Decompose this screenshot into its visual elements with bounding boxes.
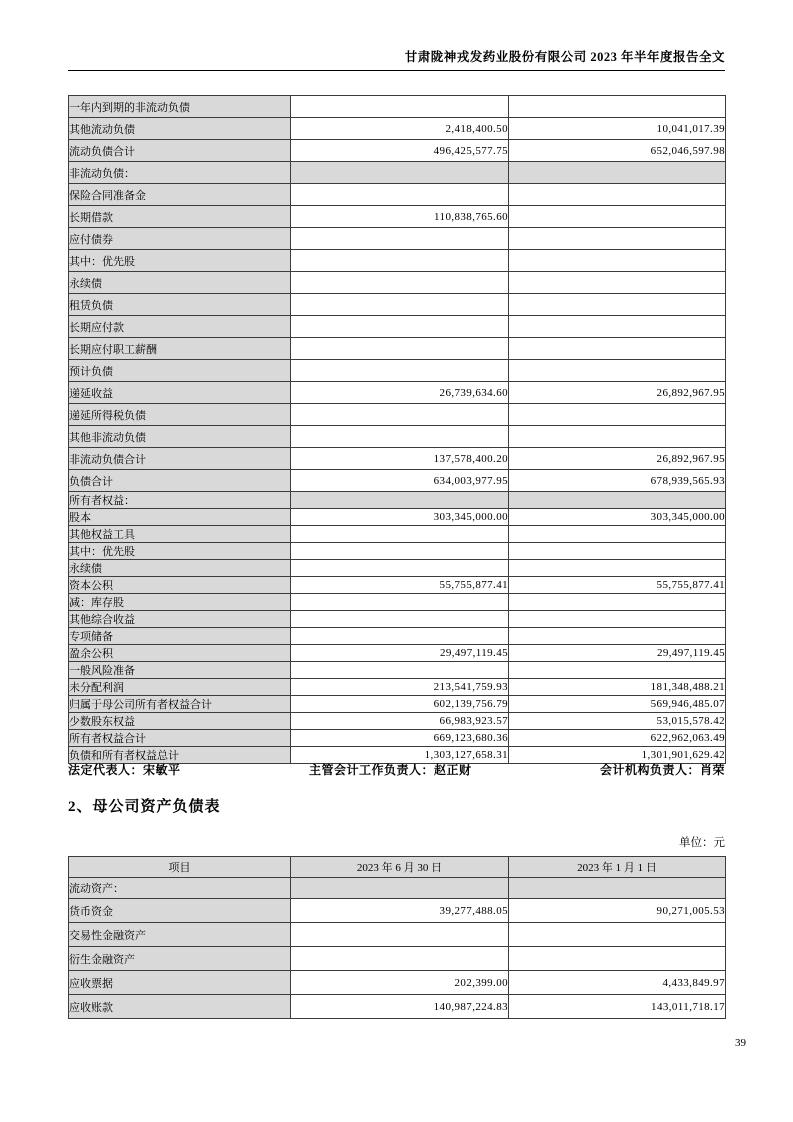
value-prior-period — [509, 923, 726, 947]
value-prior-period — [509, 543, 726, 560]
value-prior-period: 678,939,565.93 — [509, 470, 726, 492]
value-current-period: 137,578,400.20 — [291, 448, 509, 470]
row-label: 所有者权益合计 — [69, 730, 291, 747]
value-current-period — [291, 594, 509, 611]
row-label: 递延收益 — [69, 382, 291, 404]
table-row — [69, 577, 726, 594]
row-label: 应收票据 — [69, 971, 291, 995]
row-label: 股本 — [69, 509, 291, 526]
value-prior-period — [509, 162, 726, 184]
row-label: 资本公积 — [69, 577, 291, 594]
value-prior-period: 90,271,005.53 — [509, 899, 726, 923]
value-prior-period: 4,433,849.97 — [509, 971, 726, 995]
value-current-period — [291, 560, 509, 577]
row-label: 永续债 — [69, 560, 291, 577]
value-prior-period — [509, 947, 726, 971]
row-label: 盈余公积 — [69, 645, 291, 662]
value-prior-period — [509, 878, 726, 899]
table-row — [69, 899, 726, 923]
row-label: 其他非流动负债 — [69, 426, 291, 448]
value-current-period — [291, 228, 509, 250]
value-prior-period: 55,755,877.41 — [509, 577, 726, 594]
table-row — [69, 140, 726, 162]
value-prior-period — [509, 662, 726, 679]
value-prior-period: 569,946,485.07 — [509, 696, 726, 713]
table-row — [69, 162, 726, 184]
value-prior-period — [509, 316, 726, 338]
value-prior-period: 29,497,119.45 — [509, 645, 726, 662]
value-current-period: 140,987,224.83 — [291, 995, 509, 1019]
row-label: 专项储备 — [69, 628, 291, 645]
accounting-org-head: 会计机构负责人：肖荣 — [599, 763, 725, 777]
row-label: 一般风险准备 — [69, 662, 291, 679]
value-prior-period — [509, 250, 726, 272]
value-current-period: 66,983,923.57 — [291, 713, 509, 730]
value-current-period — [291, 338, 509, 360]
report-header-title: 甘肃陇神戎发药业股份有限公司 2023 年半年度报告全文 — [404, 50, 725, 64]
signatories-line — [68, 761, 725, 778]
table-row — [69, 184, 726, 206]
table-row — [69, 713, 726, 730]
value-prior-period: 10,041,017.39 — [509, 118, 726, 140]
row-label: 其他综合收益 — [69, 611, 291, 628]
row-label: 应付债券 — [69, 228, 291, 250]
row-label: 非流动负债合计 — [69, 448, 291, 470]
value-prior-period — [509, 560, 726, 577]
accounting-supervisor: 主管会计工作负责人：赵正财 — [308, 763, 472, 777]
parent-balance-sheet-table — [68, 856, 726, 1019]
value-current-period — [291, 628, 509, 645]
row-label: 衍生金融资产 — [69, 947, 291, 971]
row-label: 租赁负债 — [69, 294, 291, 316]
parent-table-body — [69, 878, 726, 1019]
value-prior-period: 143,011,718.17 — [509, 995, 726, 1019]
value-current-period — [291, 316, 509, 338]
value-current-period — [291, 162, 509, 184]
value-prior-period — [509, 526, 726, 543]
value-current-period: 110,838,765.60 — [291, 206, 509, 228]
table-row — [69, 294, 726, 316]
value-current-period — [291, 404, 509, 426]
row-label: 流动资产： — [69, 878, 291, 899]
column-header-prior-period: 2023 年 1 月 1 日 — [509, 857, 726, 878]
value-prior-period: 303,345,000.00 — [509, 509, 726, 526]
table-row — [69, 272, 726, 294]
table-row — [69, 730, 726, 747]
value-current-period: 26,739,634.60 — [291, 382, 509, 404]
value-current-period: 1,303,127,658.31 — [291, 747, 509, 764]
value-current-period — [291, 611, 509, 628]
value-prior-period: 181,348,488.21 — [509, 679, 726, 696]
row-label: 流动负债合计 — [69, 140, 291, 162]
table-row — [69, 679, 726, 696]
value-prior-period — [509, 492, 726, 509]
table-row — [69, 382, 726, 404]
table-row — [69, 404, 726, 426]
value-current-period: 602,139,756.79 — [291, 696, 509, 713]
value-prior-period — [509, 184, 726, 206]
table-row — [69, 923, 726, 947]
value-current-period: 202,399.00 — [291, 971, 509, 995]
value-current-period: 39,277,488.05 — [291, 899, 509, 923]
row-label: 负债合计 — [69, 470, 291, 492]
value-current-period: 2,418,400.50 — [291, 118, 509, 140]
consolidated-table-body — [69, 96, 726, 764]
row-label: 一年内到期的非流动负债 — [69, 96, 291, 118]
value-prior-period — [509, 360, 726, 382]
value-current-period — [291, 184, 509, 206]
table-row — [69, 662, 726, 679]
value-current-period — [291, 96, 509, 118]
section-heading-parent-balance-sheet: 2、母公司资产负债表 — [68, 799, 221, 815]
table-row — [69, 971, 726, 995]
value-prior-period — [509, 404, 726, 426]
table-row — [69, 338, 726, 360]
table-row — [69, 118, 726, 140]
value-current-period: 55,755,877.41 — [291, 577, 509, 594]
value-current-period: 496,425,577.75 — [291, 140, 509, 162]
row-label: 货币资金 — [69, 899, 291, 923]
value-prior-period — [509, 272, 726, 294]
value-current-period — [291, 947, 509, 971]
table-row — [69, 947, 726, 971]
value-current-period: 213,541,759.93 — [291, 679, 509, 696]
row-label: 其他权益工具 — [69, 526, 291, 543]
legal-representative: 法定代表人：宋敏平 — [68, 763, 181, 777]
value-current-period — [291, 360, 509, 382]
row-label: 长期借款 — [69, 206, 291, 228]
value-prior-period — [509, 426, 726, 448]
table-row — [69, 228, 726, 250]
row-label: 减：库存股 — [69, 594, 291, 611]
row-label: 未分配利润 — [69, 679, 291, 696]
row-label: 永续债 — [69, 272, 291, 294]
value-prior-period — [509, 96, 726, 118]
row-label: 其中：优先股 — [69, 543, 291, 560]
value-prior-period — [509, 594, 726, 611]
value-prior-period — [509, 628, 726, 645]
value-prior-period: 652,046,597.98 — [509, 140, 726, 162]
row-label: 其中：优先股 — [69, 250, 291, 272]
value-prior-period: 53,015,578.42 — [509, 713, 726, 730]
table-row — [69, 560, 726, 577]
table-row — [69, 448, 726, 470]
row-label: 预计负债 — [69, 360, 291, 382]
value-current-period — [291, 294, 509, 316]
table-row — [69, 526, 726, 543]
column-header-current-period: 2023 年 6 月 30 日 — [291, 857, 509, 878]
parent-table-header — [69, 857, 726, 878]
row-label: 长期应付款 — [69, 316, 291, 338]
value-current-period: 634,003,977.95 — [291, 470, 509, 492]
row-label: 应收账款 — [69, 995, 291, 1019]
value-current-period: 669,123,680.36 — [291, 730, 509, 747]
row-label: 归属于母公司所有者权益合计 — [69, 696, 291, 713]
table-row — [69, 360, 726, 382]
column-header-item: 项目 — [69, 857, 291, 878]
row-label: 保险合同准备金 — [69, 184, 291, 206]
table-row — [69, 426, 726, 448]
table-row — [69, 470, 726, 492]
row-label: 非流动负债： — [69, 162, 291, 184]
value-prior-period — [509, 206, 726, 228]
table-row — [69, 206, 726, 228]
table-row — [69, 316, 726, 338]
value-prior-period — [509, 611, 726, 628]
table-row — [69, 878, 726, 899]
value-current-period — [291, 923, 509, 947]
table-row — [69, 594, 726, 611]
table-row — [69, 543, 726, 560]
value-current-period — [291, 526, 509, 543]
table-row — [69, 611, 726, 628]
value-current-period — [291, 272, 509, 294]
row-label: 递延所得税负债 — [69, 404, 291, 426]
row-label: 交易性金融资产 — [69, 923, 291, 947]
table-row — [69, 645, 726, 662]
table-row — [69, 696, 726, 713]
value-prior-period — [509, 228, 726, 250]
value-prior-period — [509, 338, 726, 360]
row-label: 长期应付职工薪酬 — [69, 338, 291, 360]
table-row — [69, 628, 726, 645]
consolidated-balance-sheet-table — [68, 95, 726, 764]
table-row — [69, 492, 726, 509]
value-prior-period: 622,962,063.49 — [509, 730, 726, 747]
header-divider — [68, 70, 725, 71]
value-prior-period — [509, 294, 726, 316]
row-label: 负债和所有者权益总计 — [69, 747, 291, 764]
unit-label: 单位：元 — [679, 837, 725, 849]
value-current-period — [291, 662, 509, 679]
table-row — [69, 250, 726, 272]
value-prior-period: 26,892,967.95 — [509, 382, 726, 404]
value-current-period — [291, 543, 509, 560]
value-prior-period: 26,892,967.95 — [509, 448, 726, 470]
value-current-period — [291, 426, 509, 448]
value-current-period — [291, 878, 509, 899]
table-row — [69, 995, 726, 1019]
value-current-period — [291, 250, 509, 272]
table-header-row — [69, 857, 726, 878]
value-current-period: 29,497,119.45 — [291, 645, 509, 662]
table-row — [69, 509, 726, 526]
page-number: 39 — [735, 1037, 746, 1049]
row-label: 其他流动负债 — [69, 118, 291, 140]
row-label: 所有者权益： — [69, 492, 291, 509]
row-label: 少数股东权益 — [69, 713, 291, 730]
value-prior-period: 1,301,901,629.42 — [509, 747, 726, 764]
value-current-period: 303,345,000.00 — [291, 509, 509, 526]
value-current-period — [291, 492, 509, 509]
table-row — [69, 96, 726, 118]
